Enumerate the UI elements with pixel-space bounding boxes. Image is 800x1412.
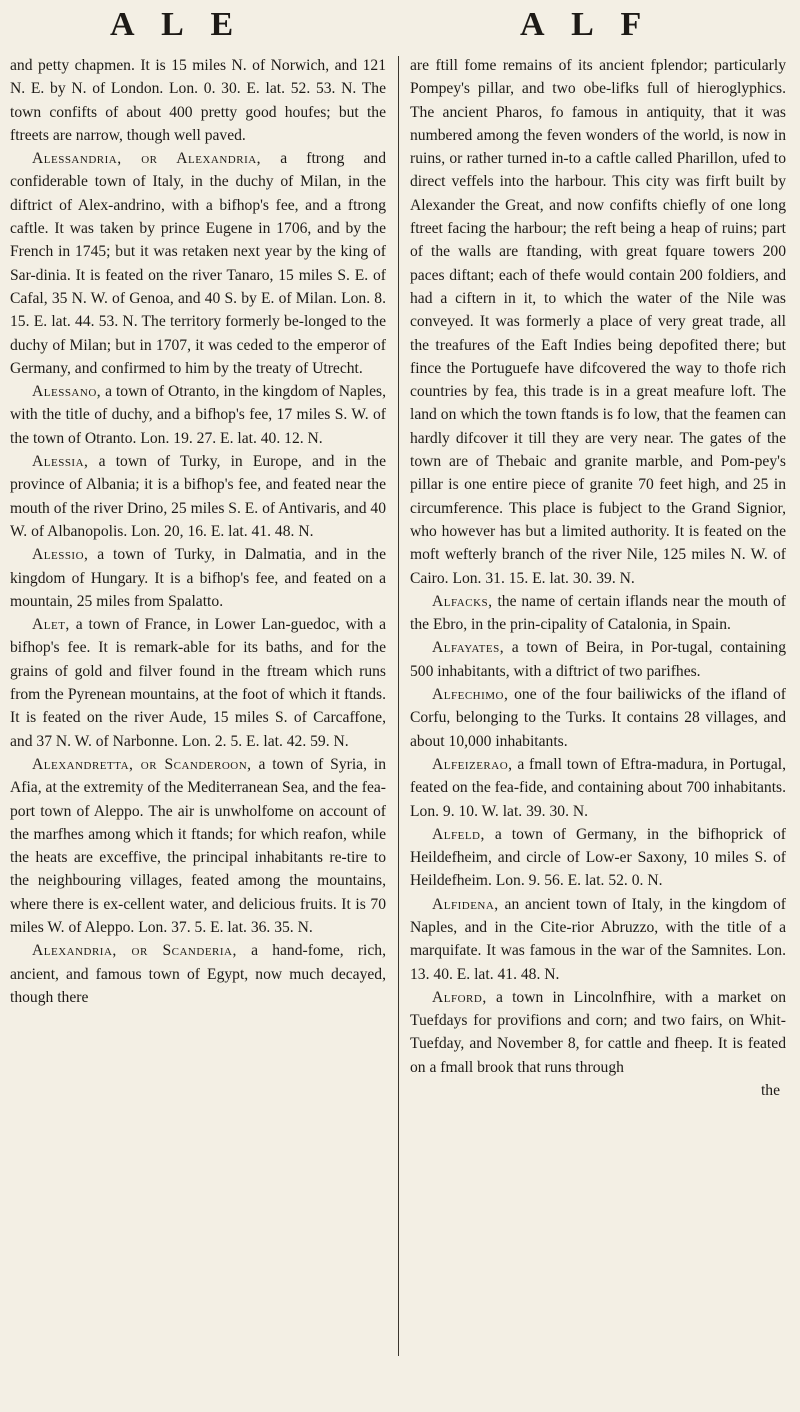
entry-text: an ancient town of Italy, in the kingdom of Naples, and in the Cite-rior Abruzzo, with the title of a marquifate. It was famous in the war of the Samnites. Lon. 13. 40. E. lat. 41. 48. N. [410,895,786,983]
dictionary-entry [410,823,786,893]
dictionary-entry [10,543,386,613]
left-column [10,54,386,1009]
entry-headword: Alet, [32,616,70,634]
dictionary-entry [410,636,786,683]
dictionary-entry [410,753,786,823]
entry-headword: Alfechimo, [432,686,509,704]
entry-headword: Alessandria, or Alexandria, [32,150,262,168]
entry-text: a hand-fome, rich, ancient, and famous town of Egypt, now much decayed, though there [10,942,386,1006]
running-head-left: A L E [110,6,244,43]
dictionary-entry [10,380,386,450]
entry-text: a town in Lincolnfhire, with a market on Tuefdays for provifions and corn; and two fairs, on Whit-Tuefday, and November 8, for cattle and fheep. It is feated on a fmall brook that runs through [410,988,786,1076]
right-column [410,54,786,1102]
dictionary-entry [10,613,386,753]
dictionary-entry [10,450,386,543]
entry-text: are ftill fome remains of its ancient fplendor; particularly Pompey's pillar, and two obe-lifks full of hieroglyphics. The ancient Pharos, fo famous in antiquity, that it was numbered among the feven wonders of the world, is now in ruins, or rather turned in-to a caftle called Pharillon, ufed to direct veffels into the harbour. This city was firft built by Alexander the Great, and now confifts chiefly of one long ftreet facing the harbour; the reft being a heap of ruins; part of the walls are ftanding, with great fquare towers 200 paces diftant; each of thefe would contain 200 foldiers, and had a ciftern in it, to which the water of the Nile was conveyed. It was formerly a place of very great trade, all the treafures of the Eaft Indies being depofited there; but fince the Portuguefe have difcovered the way to thofe rich countries by fea, this trade is in a great meafure loft. The land on which the town ftands is fo low, that the feamen can hardly difcover it till they are very near. The gates of the town are of Thebaic and granite marble, and Pom-pey's pillar is one entire piece of granite 70 feet high, and 25 in circumference. This place is fubject to the Grand Signior, who however has but a limited authority. It is feated on the moft wefterly branch of the river Nile, 125 miles N. W. of Cairo. Lon. 31. 15. E. lat. 30. 39. N. [410,57,786,587]
entry-text: a town of Syria, in Afia, at the extremity of the Mediterranean Sea, and the fea-port town of Aleppo. The air is unwholfome on account of the marfhes among which it ftands; for which reafon, while the heats are exceffive, the principal inhabitants re-tire to the neighbouring villages, feated among the mountains, where there is ex-cellent water, and delicious fruits. It is 70 miles W. of Aleppo. Lon. 37. 5. E. lat. 36. 35. N. [10,755,386,936]
entry-headword: Alfeizerao, [432,755,513,773]
entry-text: a fmall town of Eftra-madura, in Portugal, feated on the fea-fide, and containing about 700 inhabitants. Lon. 9. 10. W. lat. 39. 30. N. [410,755,786,820]
entry-headword: Alfeld, [432,825,485,843]
dictionary-entry [410,590,786,637]
entry-headword: Alessio, [32,546,89,564]
running-head-right: A L F [520,6,652,43]
entry-text: and petty chapmen. It is 15 miles N. of Norwich, and 121 N. E. by N. of London. Lon. 0. 30. E. lat. 52. 53. N. The town confifts of about 400 pretty good houfes; but the ftreets are narrow, though well paved. [10,57,386,144]
dictionary-entry [410,683,786,753]
entry-headword: Alfidena, [432,895,499,913]
dictionary-entry [10,147,386,380]
dictionary-entry [410,986,786,1079]
entry-text: a town of Germany, in the bifhoprick of Heildefheim, and circle of Low-er Saxony, 10 miles S. of Heildefheim. Lon. 9. 56. E. lat. 52. 0. N. [410,825,786,890]
entry-text: a town of Turky, in Dalmatia, and in the kingdom of Hungary. It is a bifhop's fee, and feated on a mountain, 25 miles from Spalatto. [10,546,386,610]
entry-text: the name of certain iflands near the mouth of the Ebro, in the prin-cipality of Catalonia, in Spain. [410,592,786,634]
catchword: the [760,1082,780,1100]
entry-headword: Alessia, [32,453,89,471]
entry-text: a town of France, in Lower Lan-guedoc, with a bifhop's fee. It is remark-able for its baths, and for the grains of gold and filver found in the ftream which runs from the Pyrenean mountains, at the foot of which it ftands. It is feated on the river Aude, 15 miles S. of Carcaffone, and 37 N. W. of Narbonne. Lon. 2. 5. E. lat. 42. 59. N. [10,616,386,750]
entry-headword: Alfacks, [432,592,493,610]
entry-text: a ftrong and confiderable town of Italy, in the duchy of Milan, in the diftrict of Alex-andrino, with a bifhop's fee, and a ftrong caftle. It was taken by prince Eugene in 1706, and by the French in 1745; but it was retaken next year by the king of Sar-dinia. It is feated on the river Tanaro, 15 miles S. E. of Cafal, 35 N. W. of Genoa, and 40 S. by E. of Milan. Lon. 8. 15. E. lat. 44. 53. N. The territory formerly be-longed to the duchy of Milan; but in 1707, it was ceded to the emperor of Germany, and confirmed to him by the treaty of Utrecht. [10,150,386,377]
entry-headword: Alford, [432,988,487,1006]
entry-continuation [10,54,386,147]
entry-headword: Alexandretta, or Scanderoon, [32,755,252,773]
dictionary-entry [410,893,786,986]
entry-text: a town of Beira, in Por-tugal, containing 500 inhabitants, with a diftrict of two parifhes. [410,639,786,680]
entry-headword: Alessano, [32,383,102,401]
entry-continuation [410,54,786,590]
column-divider [398,56,399,1356]
dictionary-entry [10,939,386,1009]
entry-headword: Alexandria, or Scanderia, [32,942,237,960]
entry-text: a town of Otranto, in the kingdom of Naples, with the title of duchy, and a bifhop's fee, 17 miles S. W. of the town of Otranto. Lon. 19. 27. E. lat. 40. 12. N. [10,383,386,447]
dictionary-entry [10,753,386,939]
entry-text: one of the four bailiwicks of the ifland of Corfu, belonging to the Turks. It contains 28 villages, and about 10,000 inhabitants. [410,686,786,750]
entry-text: a town of Turky, in Europe, and in the province of Albania; it is a bifhop's fee, and feated near the mouth of the river Drino, 25 miles S. E. of Antivaris, and 40 W. of Albanopolis. Lon. 20, 16. E. lat. 41. 48. N. [10,453,386,540]
entry-headword: Alfayates, [432,639,505,657]
